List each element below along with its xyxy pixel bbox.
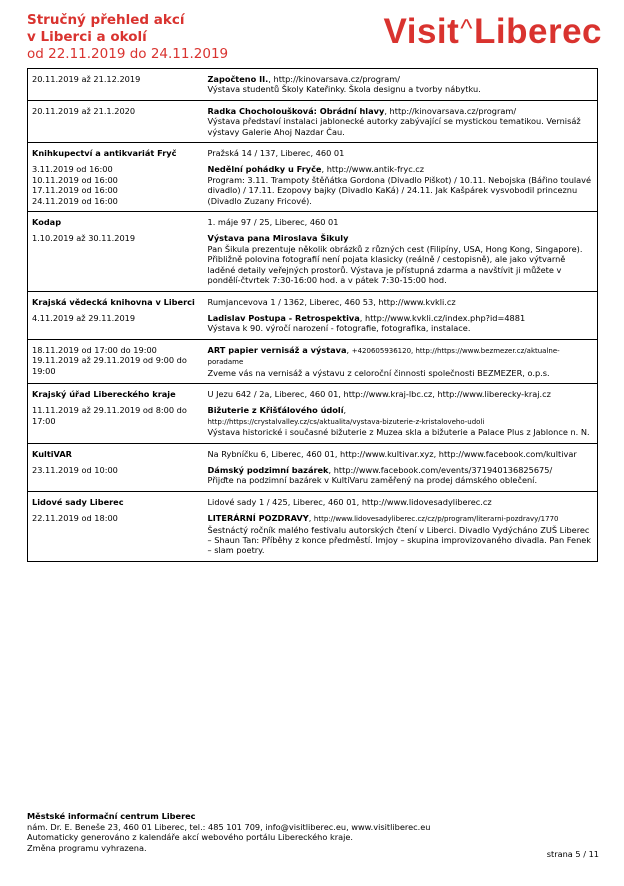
venue-group [28, 383, 598, 443]
footer-note: Automaticky generováno z kalendáře akcí webového portálu Libereckého kraje. [27, 832, 354, 843]
venue-address: Na Rybníčku 6, Liberec, 460 01, http://www.kultivar.xyz, http://www.facebook.com/kultivar [208, 443, 598, 459]
event-description: Pan Šikula prezentuje několik obrázků z různých cest (Filipíny, USA, Hong Kong, Singapore). Přibližně polovina fotografií není pojata klasicky (reálně / cestopisně), ale jako výtvarně laděné detaily veřejných prostorů. Výstava je přístupná zdarma a navštívit ji můžete v pondělí-čtvrtek 7:30-16:00 hod. a v pátek 7:30-15:00 hod. [207, 243, 583, 286]
event-date: 4.11.2019 až 29.11.2019 [28, 307, 208, 339]
venue-name: KultiVAR [28, 443, 208, 459]
event-dates [28, 339, 208, 383]
event-description: Program: 3.11. Trampoty štěňátka Gordona (Divadlo Piškot) / 10.11. Nebojska (Bářino toulavé divadlo) / 17.11. Ezopovy bajky (Divadlo KaKá) / 24.11. Jak Kašpárek vysvobodil princeznu (Divadlo Zuzany Fricové). [207, 174, 592, 206]
event-group [28, 339, 598, 383]
event-name: Ladislav Postupa - Retrospektiva [207, 312, 360, 323]
venue-address: Pražská 14 / 137, Liberec, 460 01 [208, 143, 598, 159]
event-date: 18.11.2019 od 17:00 do 19:00 [32, 344, 157, 355]
event-details: ART papier vernisáž a výstava, +420605936120, http://https://www.bezmezer.cz/aktualne-poradame Zveme vás na vernisáž a výstavu z celoroční činnosti společnosti BEZMEZER, o.p.s. [208, 339, 598, 383]
event-details: Ladislav Postupa - Retrospektiva, http://www.kvkli.cz/index.php?id=4881 Výstava k 90. výročí narození - fotografie, fotografika, instalace. [208, 307, 598, 339]
event-date: 23.11.2019 od 10:00 [28, 459, 208, 491]
page-header [27, 12, 602, 66]
footer-org: Městské informační centrum Liberec [27, 811, 196, 821]
event-date: 24.11.2019 od 16:00 [32, 195, 118, 206]
event-details: Bižuterie z Křišťálového údolí, http://https://crystalvalley.cz/cs/aktualita/vystava-bizuterie-z-kristaloveho-udoli Výstava historické i současné bižuterie z Muzea skla a bižuterie a Palace Plus z Jablonce n. N. [208, 399, 598, 443]
event-row [28, 69, 598, 101]
event-contact-link[interactable]: +420605936120, http://https://www.bezmezer.cz/aktualne-poradame [207, 346, 560, 367]
event-link[interactable]: http://kinovarsava.cz/program/ [389, 105, 517, 116]
event-details [208, 227, 598, 291]
logo-word-visit: Visit [383, 12, 460, 51]
venue-address: Lidové sady 1 / 425, Liberec, 460 01, http://www.lidovesadyliberec.cz [208, 491, 598, 507]
event-name: Výstava pana Miroslava Šikuly [207, 233, 349, 244]
event-date: 19.11.2019 až 29.11.2019 od 9:00 do 19:00 [32, 355, 187, 376]
event-details: LITERÁRNÍ POZDRAVY, http://www.lidovesadyliberec.cz/cz/p/program/literarni-pozdravy/1770 Šestnáctý ročník malého festivalu autorských čtení v Liberci. Divadlo Vydýcháno ZUŠ Liberec – Shaun Tan: Příběhy z konce předměstí. Imjoy – skupina improvizovaného divadla. Pan Fenek – slam poetry. [208, 507, 598, 561]
title-line-2: v Liberci a okolí [27, 29, 147, 45]
visit-liberec-logo [384, 12, 602, 54]
event-name: Nedělní pohádky u Fryče [207, 164, 322, 175]
venue-name: Lidové sady Liberec [28, 491, 208, 507]
event-link[interactable]: http://www.facebook.com/events/371940136825675/ [333, 464, 553, 475]
event-row [28, 158, 598, 211]
venue-row [28, 491, 598, 507]
venue-address: U Jezu 642 / 2a, Liberec, 460 01, http://www.kraj-lbc.cz, http://www.liberecky-kraj.cz [208, 383, 598, 399]
event-details: Dámský podzimní bazárek, http://www.facebook.com/events/371940136825675/ Přijďte na podzimní bazárek v KultiVaru zaměřený na prodej dámského oblečení. [208, 459, 598, 491]
venue-address: 1. máje 97 / 25, Liberec, 460 01 [208, 212, 598, 228]
event-date: 20.11.2019 až 21.12.2019 [28, 69, 208, 101]
event-date: 3.11.2019 od 16:00 [32, 164, 113, 175]
event-details: Radka Chocholoušková: Obrádní hlavy, http://kinovarsava.cz/program/ Výstava představí instalaci jablonecké autorky zabývající se mystickou tematikou. Vernisáž výstavy Galerie Ahoj Nazdar Čau. [208, 100, 598, 142]
events-table [27, 68, 598, 562]
event-date: 10.11.2019 od 16:00 [32, 174, 118, 185]
footer-note: Změna programu vyhrazena. [27, 842, 147, 853]
event-link[interactable]: http://www.antik-fryc.cz [326, 164, 425, 175]
event-description: Zveme vás na vernisáž a výstavu z celoroční činnosti společnosti BEZMEZER, o.p.s. [207, 367, 550, 378]
event-row [28, 100, 598, 142]
event-date: 20.11.2019 až 21.1.2020 [28, 100, 208, 142]
event-row [28, 339, 598, 383]
event-link[interactable]: http://https://crystalvalley.cz/cs/aktualita/vystava-bizuterie-z-kristaloveho-udoli [207, 417, 485, 426]
event-group [28, 100, 598, 142]
event-details: Nedělní pohádky u Fryče, http://www.antik-fryc.cz Program: 3.11. Trampoty štěňátka Gordona (Divadlo Piškot) / 10.11. Nebojska (Bářino toulavé divadlo) / 17.11. Ezopovy bajky (Divadlo KaKá) / 24.11. Jak Kašpárek vysvobodil princeznu (Divadlo Zuzany Fricové). [208, 158, 598, 211]
event-link[interactable]: http://www.lidovesadyliberec.cz/cz/p/program/literarni-pozdravy/1770 [313, 515, 559, 524]
event-description: Výstava studentů Školy Kateřinky. Škola designu a tvorby nábytku. [207, 84, 481, 95]
venue-name: Kodap [28, 212, 208, 228]
event-name: LITERÁRNÍ POZDRAVY [207, 513, 309, 524]
venue-name: Krajská vědecká knihovna v Liberci [28, 291, 208, 307]
event-description: Šestnáctý ročník malého festivalu autorských čtení v Liberci. Divadlo Vydýcháno ZUŠ Liberec – Shaun Tan: Příběhy z konce předměstí. Imjoy – skupina improvizovaného divadla. Pan Fenek – slam poetry. [207, 524, 592, 556]
venue-group [28, 443, 598, 491]
page-footer [27, 811, 602, 853]
venue-address: Rumjancevova 1 / 1362, Liberec, 460 53, http://www.kvkli.cz [208, 291, 598, 307]
venue-row [28, 291, 598, 307]
event-name: ART papier vernisáž a výstava [207, 344, 347, 355]
event-group [28, 69, 598, 101]
event-description: Výstava k 90. výročí narození - fotografie, fotografika, instalace. [207, 323, 471, 334]
date-range: od 22.11.2019 do 24.11.2019 [27, 46, 229, 62]
event-name: Bižuterie z Křišťálového údolí [207, 405, 344, 416]
footer-address: nám. Dr. E. Beneše 23, 460 01 Liberec, tel.: 485 101 709, info@visitliberec.eu, www.visitliberec.eu [27, 821, 431, 832]
title-line-1: Stručný přehled akcí [27, 12, 185, 28]
page-number: strana 5 / 11 [546, 849, 599, 859]
venue-name: Knihkupectví a antikvariát Fryč [28, 143, 208, 159]
event-date: 11.11.2019 až 29.11.2019 od 8:00 do 17:00 [28, 399, 208, 443]
event-row [28, 507, 598, 561]
venue-name: Krajský úřad Libereckého kraje [28, 383, 208, 399]
event-row [28, 399, 598, 443]
venue-group [28, 143, 598, 212]
event-name: Započteno II. [207, 74, 269, 84]
event-link[interactable]: http://www.kvkli.cz/index.php?id=4881 [365, 312, 526, 323]
event-name: Dámský podzimní bazárek [207, 464, 329, 475]
venue-row [28, 143, 598, 159]
event-row [28, 307, 598, 339]
logo-word-liberec: Liberec [474, 12, 602, 51]
event-date: 17.11.2019 od 16:00 [32, 185, 118, 196]
event-details: Započteno II., http://kinovarsava.cz/program/ Výstava studentů Školy Kateřinky. Škola designu a tvorby nábytku. [208, 69, 598, 101]
venue-group [28, 212, 598, 291]
venue-group [28, 291, 598, 339]
event-description: Výstava představí instalaci jablonecké autorky zabývající se mystickou tematikou. Vernisáž výstavy Galerie Ahoj Nazdar Čau. [207, 116, 581, 137]
venue-group [28, 491, 598, 561]
event-row [28, 227, 598, 291]
event-row [28, 459, 598, 491]
event-name: Radka Chocholoušková: Obrádní hlavy [207, 105, 385, 116]
event-description: Přijďte na podzimní bazárek v KultiVaru zaměřený na prodej dámského oblečení. [207, 475, 538, 486]
event-date: 1.10.2019 až 30.11.2019 [28, 227, 208, 291]
venue-row [28, 383, 598, 399]
event-date: 22.11.2019 od 18:00 [28, 507, 208, 561]
venue-row [28, 443, 598, 459]
logo-caret: ^ [460, 13, 473, 43]
venue-row [28, 212, 598, 228]
event-dates [28, 158, 208, 211]
event-link[interactable]: http://kinovarsava.cz/program/ [273, 74, 401, 84]
event-description: Výstava historické i současné bižuterie z Muzea skla a bižuterie a Palace Plus z Jablonce n. N. [207, 427, 590, 438]
